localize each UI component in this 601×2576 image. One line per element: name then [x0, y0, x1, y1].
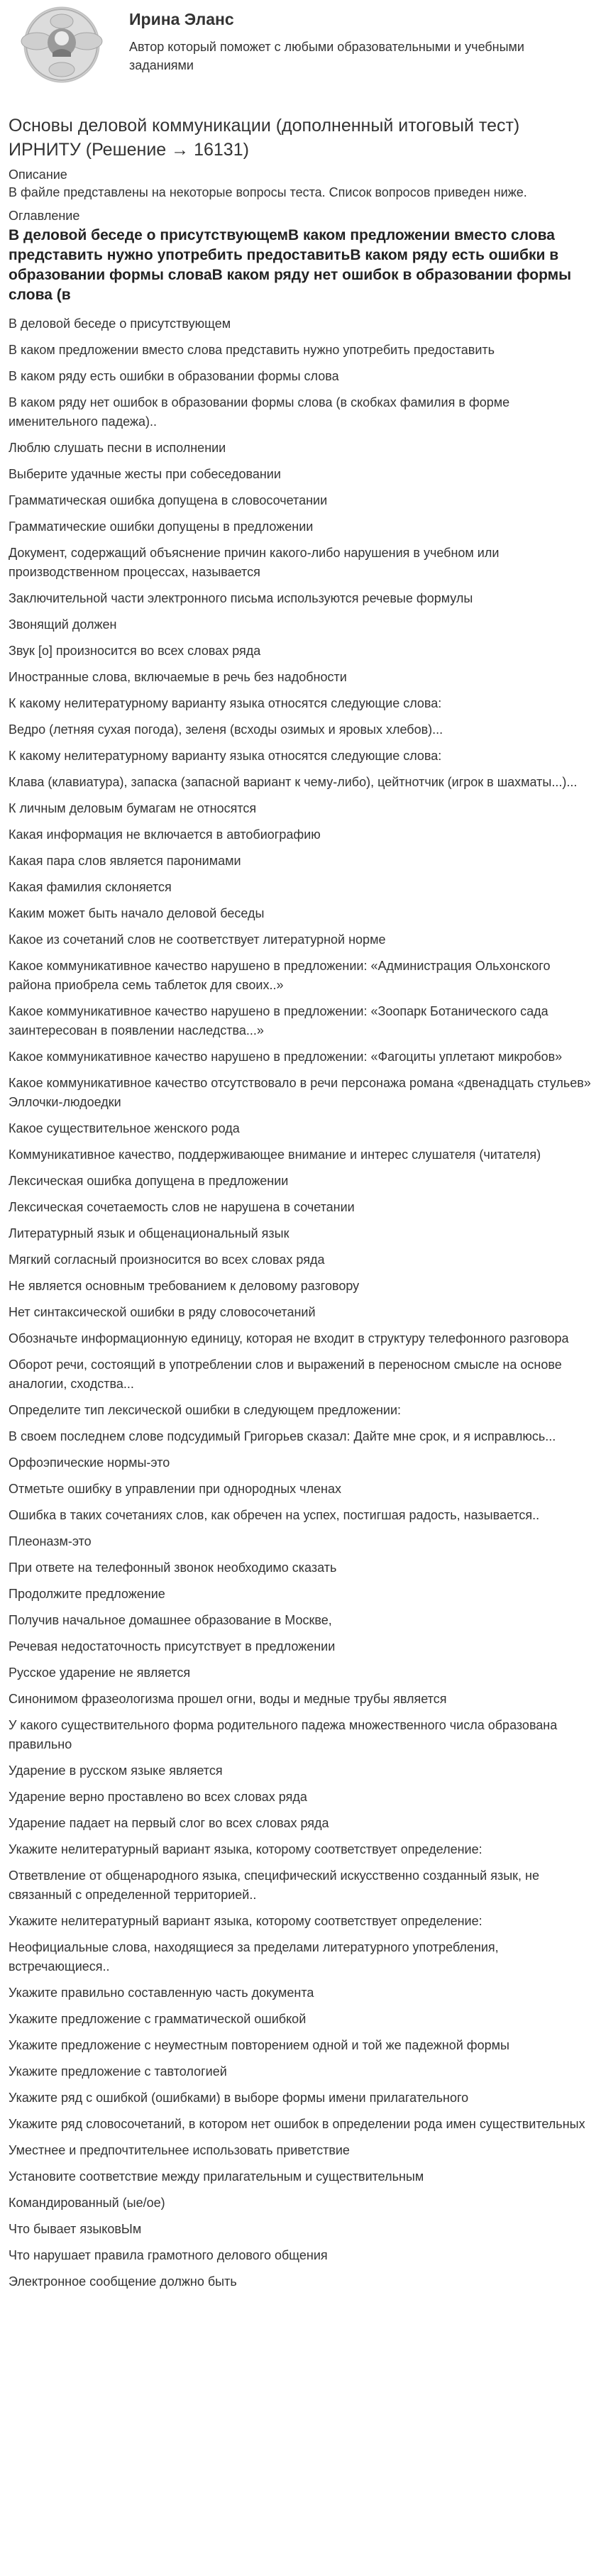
- question-item: Командированный (ые/ое): [9, 2196, 165, 2210]
- question-item: Что нарушает правила грамотного делового общения: [9, 2248, 328, 2262]
- question-item: Укажите предложение с неуместным повторением одной и той же падежной формы: [9, 2038, 509, 2052]
- question-item: Продолжите предложение: [9, 1587, 165, 1601]
- question-item: Что бывает языковЫм: [9, 2222, 142, 2236]
- question-item: Не является основным требованием к деловому разговору: [9, 1279, 360, 1293]
- toc-label: Оглавление: [9, 209, 80, 223]
- question-item: Лексическая ошибка допущена в предложении: [9, 1174, 289, 1188]
- question-item: В своем последнем слове подсудимый Григорьев сказал: Дайте мне срок, и я исправлюсь...: [9, 1429, 556, 1443]
- question-item: Электронное сообщение должно быть: [9, 2274, 237, 2289]
- author-card: [9, 0, 592, 95]
- question-item: У какого существительного форма родительного падежа множественного числа образована правильно: [9, 1718, 558, 1751]
- toc-summary: В деловой беседе о присутствующемВ каком предложении вместо слова представить нужно употребить предоставитьВ каком ряду есть ошибки в образовании формы словаВ каком ряду нет ошибок в образовании формы слова (в: [9, 227, 572, 303]
- question-item: Укажите предложение с грамматической ошибкой: [9, 2012, 307, 2026]
- question-item: Звук [о] произносится во всех словах ряда: [9, 644, 261, 658]
- question-item: Синонимом фразеологизма прошел огни, воды и медные трубы является: [9, 1692, 447, 1706]
- question-item: Какая пара слов является паронимами: [9, 854, 241, 868]
- question-item: Ударение падает на первый слог во всех словах ряда: [9, 1816, 329, 1830]
- question-item: Укажите ряд словосочетаний, в котором нет ошибок в определении рода имен существительных: [9, 2117, 585, 2131]
- question-item: Орфоэпические нормы-это: [9, 1455, 170, 1470]
- avatar-image: [9, 6, 115, 84]
- question-item: Оборот речи, состоящий в употреблении слов и выражений в переносном смысле на основе аналогии, сходства...: [9, 1358, 562, 1391]
- question-item: Каким может быть начало деловой беседы: [9, 906, 265, 920]
- question-item: В каком ряду есть ошибки в образовании формы слова: [9, 369, 339, 383]
- question-item: К какому нелитературному варианту языка относятся следующие слова:: [9, 696, 442, 710]
- question-item: Лексическая сочетаемость слов не нарушена в сочетании: [9, 1200, 355, 1214]
- author-description: Автор который поможет с любыми образовательными и учебными заданиями: [129, 40, 524, 72]
- author-name[interactable]: Ирина Эланс: [129, 10, 234, 28]
- question-item: Какая фамилия склоняется: [9, 880, 172, 894]
- question-item: Звонящий должен: [9, 617, 117, 632]
- question-item: Мягкий согласный произносится во всех словах ряда: [9, 1253, 325, 1267]
- question-item: При ответе на телефонный звонок необходимо сказать: [9, 1561, 337, 1575]
- question-item: В каком ряду нет ошибок в образовании формы слова (в скобках фамилия в форме именительного падежа)..: [9, 395, 510, 429]
- question-item: Заключительной части электронного письма используются речевые формулы: [9, 591, 473, 605]
- question-item: Какое существительное женского рода: [9, 1121, 240, 1135]
- question-item: Плеоназм-это: [9, 1534, 92, 1548]
- question-item: Укажите нелитературный вариант языка, которому соответствует определение:: [9, 1914, 483, 1928]
- question-item: Литературный язык и общенациональный язык: [9, 1226, 290, 1240]
- question-item: Выберите удачные жесты при собеседовании: [9, 467, 281, 481]
- question-item: Обозначьте информационную единицу, которая не входит в структуру телефонного разговора: [9, 1331, 569, 1345]
- question-item: К личным деловым бумагам не относятся: [9, 801, 257, 815]
- question-item: Речевая недостаточность присутствует в предложении: [9, 1639, 336, 1653]
- question-item: В деловой беседе о присутствующем: [9, 317, 231, 331]
- question-item: Грамматические ошибки допущены в предложении: [9, 519, 314, 534]
- question-item: Ударение верно проставлено во всех словах ряда: [9, 1790, 307, 1804]
- question-item: Укажите нелитературный вариант языка, которому соответствует определение:: [9, 1842, 483, 1856]
- question-item: Ошибка в таких сочетаниях слов, как обречен на успех, постигшая радость, называется..: [9, 1508, 540, 1522]
- question-item: Грамматическая ошибка допущена в словосочетании: [9, 493, 328, 507]
- question-item: Русское ударение не является: [9, 1666, 191, 1680]
- question-item: Неофициальные слова, находящиеся за пределами литературного употребления, встречающиеся..: [9, 1940, 499, 1974]
- question-item: Укажите ряд с ошибкой (ошибками) в выборе формы имени прилагательного: [9, 2091, 469, 2105]
- question-item: Отметьте ошибку в управлении при однородных членах: [9, 1482, 341, 1496]
- question-item: Определите тип лексической ошибки в следующем предложении:: [9, 1403, 402, 1417]
- question-item: Установите соответствие между прилагательным и существительным: [9, 2169, 424, 2184]
- question-item: Ударение в русском языке является: [9, 1763, 223, 1778]
- question-item: Какое из сочетаний слов не соответствует литературной норме: [9, 932, 386, 947]
- description-text: В файле представлены на некоторые вопросы теста. Список вопросов приведен ниже.: [9, 185, 527, 199]
- question-item: К какому нелитературному варианту языка относятся следующие слова:: [9, 749, 442, 763]
- question-item: Документ, содержащий объяснение причин какого-либо нарушения в учебном или производственном процессах, называется: [9, 546, 500, 579]
- page-title: Основы деловой коммуникации (дополненный итоговый тест) ИРНИТУ (Решение → 16131): [9, 116, 520, 160]
- question-item: Какое коммуникативное качество нарушено в предложении: «Администрация Ольхонского района приобрела семь таблеток для своих..»: [9, 959, 551, 992]
- description-label: Описание: [9, 167, 67, 182]
- question-item: Клава (клавиатура), запаска (запасной вариант к чему-либо), цейтнотчик (игрок в шахматы...)...: [9, 775, 578, 789]
- author-info: [129, 6, 555, 75]
- question-item: Ведро (летняя сухая погода), зеленя (всходы озимых и яровых хлебов)...: [9, 722, 443, 737]
- question-item: Люблю слушать песни в исполнении: [9, 441, 226, 455]
- question-item: Ответвление от общенародного языка, специфический искусственно созданный язык, не связанный с определенной территорией..: [9, 1868, 539, 1902]
- question-item: Какая информация не включается в автобиографию: [9, 827, 321, 842]
- question-item: Какое коммуникативное качество нарушено в предложении: «Фагоциты уплетают микробов»: [9, 1050, 563, 1064]
- question-item: Укажите правильно составленную часть документа: [9, 1986, 314, 2000]
- question-item: Укажите предложение с тавтологией: [9, 2064, 227, 2079]
- question-list: [9, 311, 592, 2295]
- question-item: Какое коммуникативное качество отсутствовало в речи персонажа романа «двенадцать стульев» Эллочки-людоедки: [9, 1076, 591, 1109]
- question-item: Коммуникативное качество, поддерживающее внимание и интерес слушателя (читателя): [9, 1147, 541, 1162]
- question-item: Уместнее и предпочтительнее использовать приветствие: [9, 2143, 350, 2157]
- question-item: Какое коммуникативное качество нарушено в предложении: «Зоопарк Ботанического сада заинтересован в появлении наследства...»: [9, 1004, 548, 1037]
- question-item: Иностранные слова, включаемые в речь без надобности: [9, 670, 347, 684]
- question-item: Получив начальное домашнее образование в Москве,: [9, 1613, 332, 1627]
- avatar[interactable]: [9, 6, 115, 84]
- question-item: В каком предложении вместо слова представить нужно употребить предоставить: [9, 343, 495, 357]
- question-item: Нет синтаксической ошибки в ряду словосочетаний: [9, 1305, 316, 1319]
